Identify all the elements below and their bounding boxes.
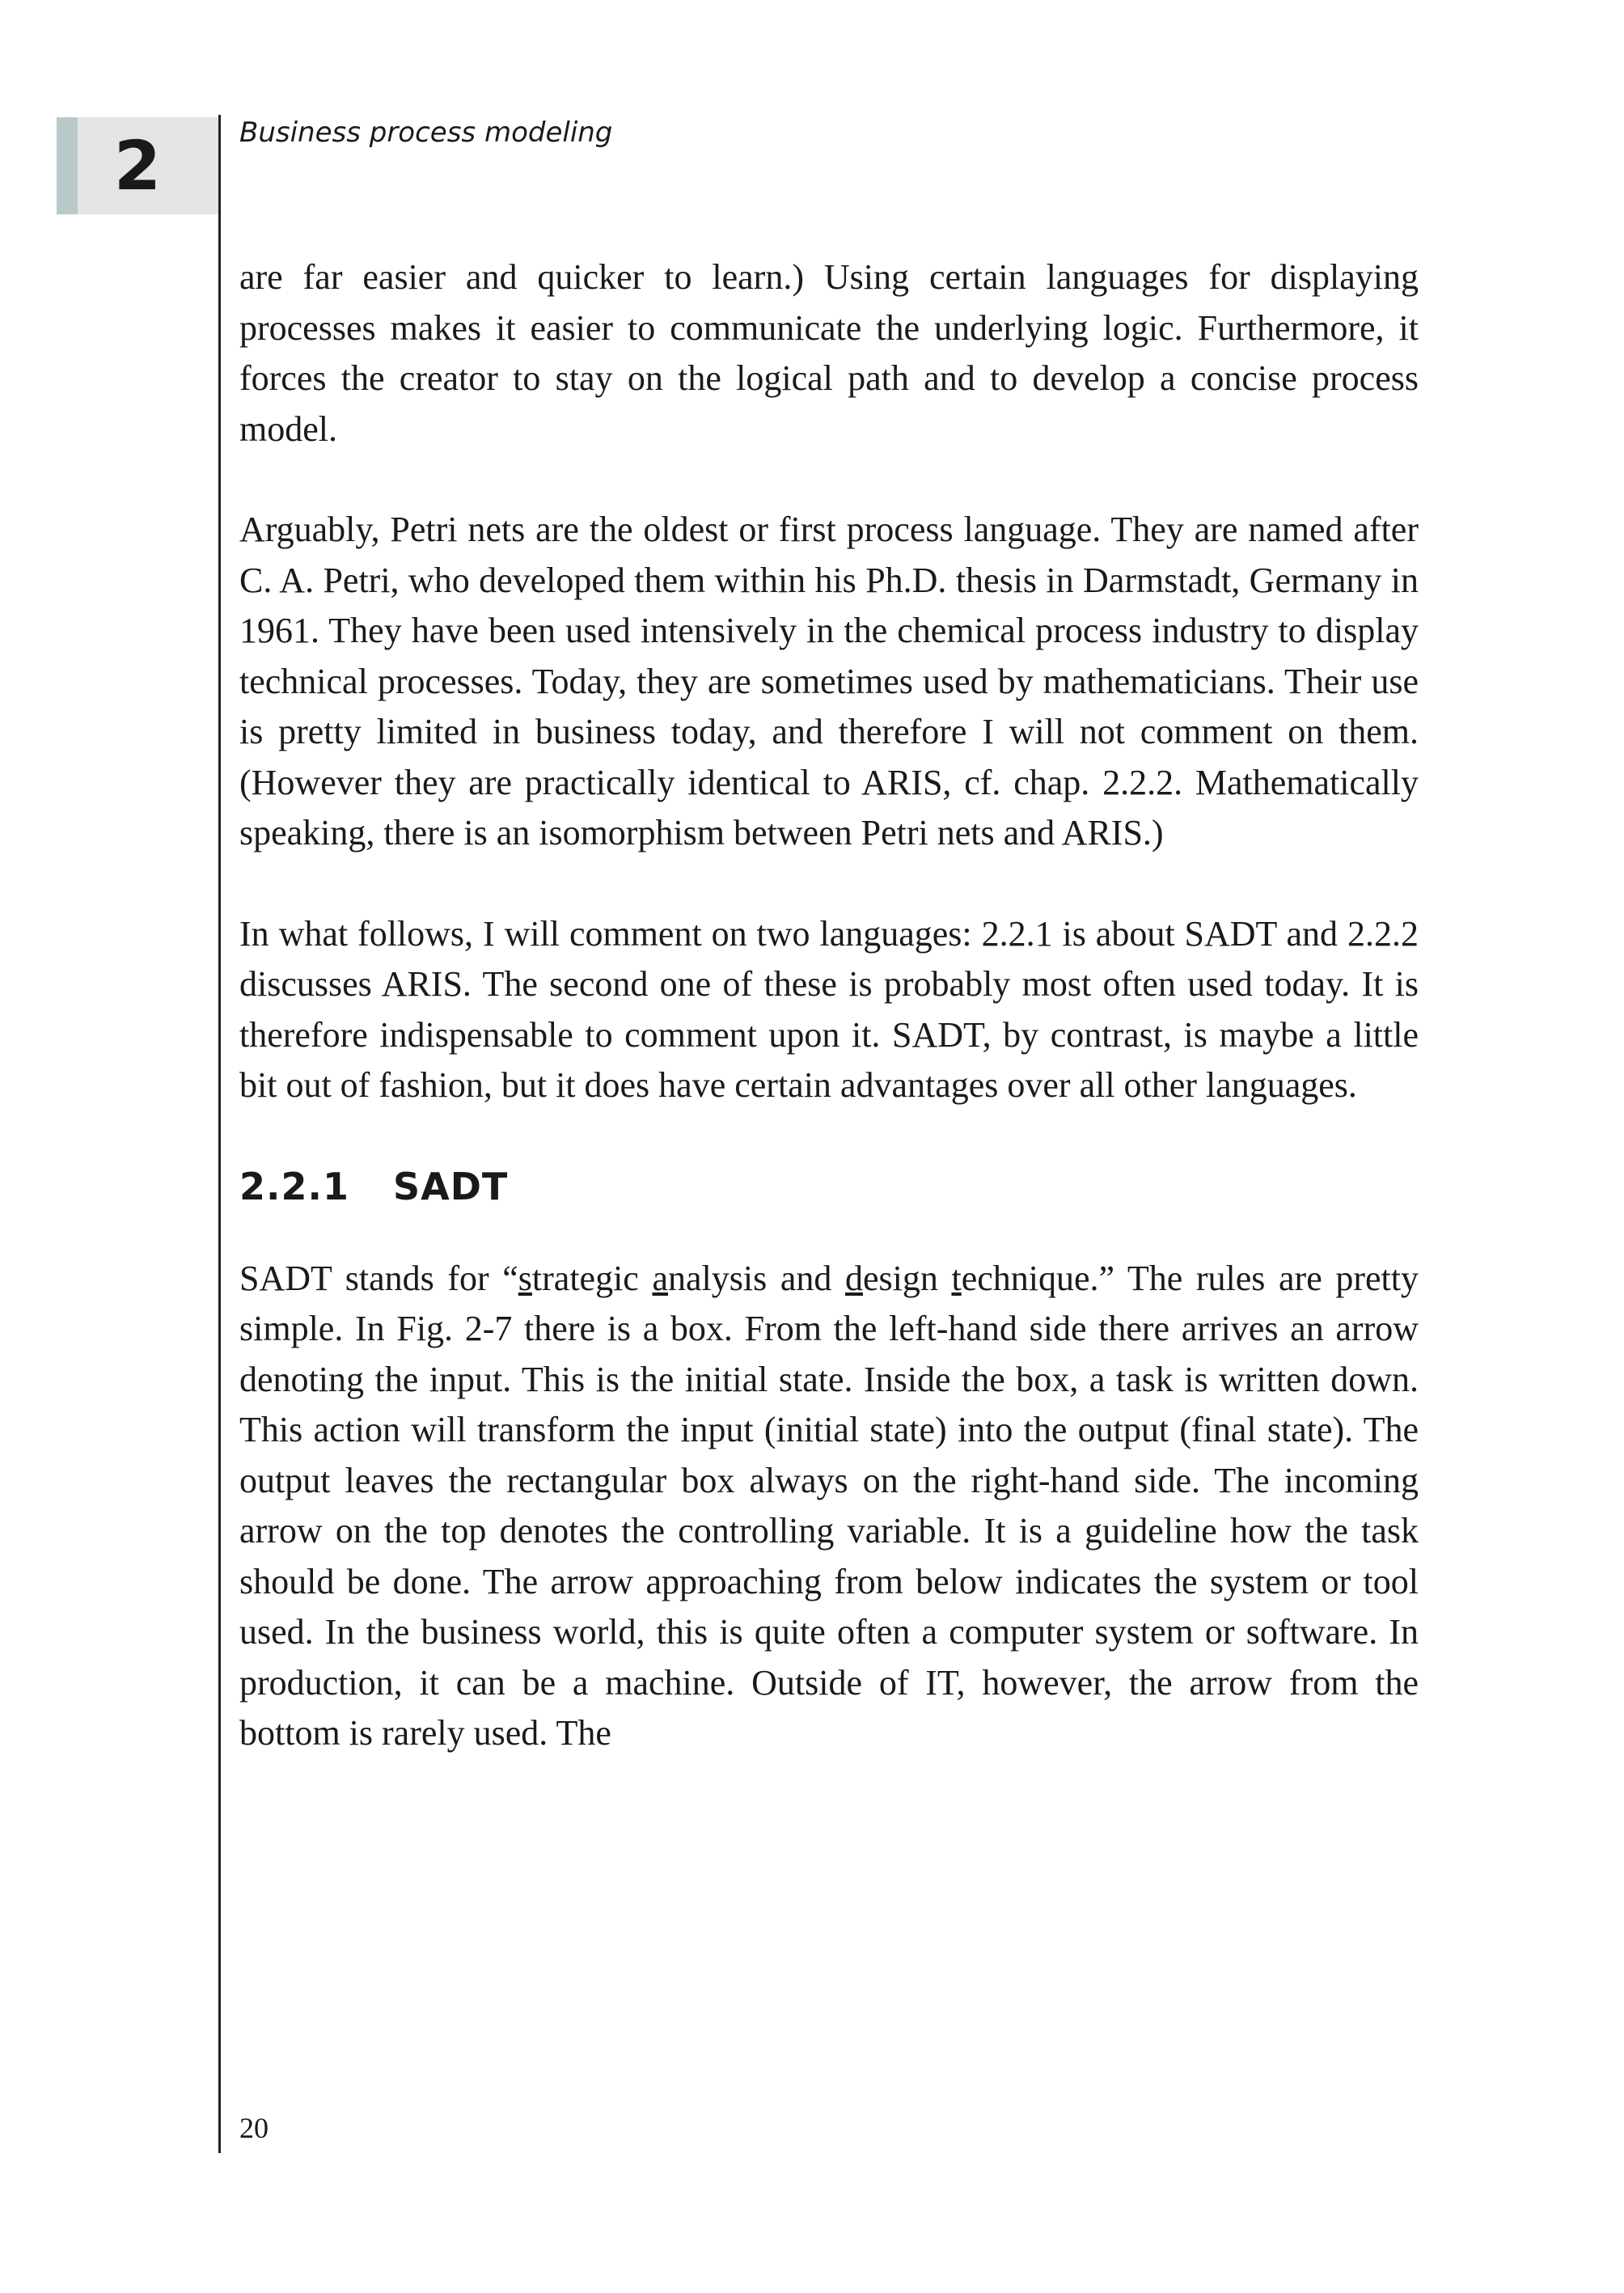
section-title: SADT <box>393 1164 509 1208</box>
underlined-initial-d: d <box>844 1258 863 1298</box>
chapter-number: 2 <box>113 126 162 205</box>
paragraph-3: In what follows, I will comment on two languages: 2.2.1 is about SADT and 2.2.2 discusses ARIS. The second one of these is probably most often used today. It is therefore indispensable to comment upon it. SADT, by contrast, is maybe a little bit out of fashion, but it does have certain advantages over all other languages. <box>239 913 1419 1105</box>
underlined-initial-t: t <box>951 1258 962 1298</box>
underlined-initial-s: s <box>518 1258 532 1298</box>
section-number: 2.2.1 <box>239 1164 349 1208</box>
margin-rule <box>218 115 221 2153</box>
running-title: Business process modeling <box>239 116 613 149</box>
paragraph-1: are far easier and quicker to learn.) Using certain languages for displaying processes makes it easier to communicate the underlying logic. Furthermore, it forces the creator to stay on the logical path and to develop a concise process model. <box>239 257 1419 449</box>
paragraph-2: Arguably, Petri nets are the oldest or first process language. They are named after C. A. Petri, who developed them within his Ph.D. thesis in Darmstadt, Germany in 1961. They have been used intensively in the chemical process industry to display technical processes. Today, they are sometimes used by mathematicians. Their use is pretty limited in business today, and therefore I will not comment on them. (However they are practically identical to ARIS, cf. chap. 2.2.2. Mathematically speaking, there is an isomorphism between Petri nets and ARIS.) <box>239 510 1419 852</box>
section-heading <box>239 1161 1419 1212</box>
page-number: 20 <box>239 2112 269 2144</box>
underlined-initial-a: a <box>652 1258 668 1298</box>
body-text <box>239 252 1419 1809</box>
paragraph-sadt: SADT stands for “strategic analysis and design technique.” The rules are pretty simple. In Fig. 2-7 there is a box. From the left-hand side there arrives an arrow denoting the input. This is the initial state. Inside the box, a task is written down. This action will transform the input (initial state) into the output (final state). The output leaves the rectangular box always on the right-hand side. The incoming arrow on the top denotes the controlling variable. It is a guideline how the task should be done. The arrow approaching from below indicates the system or tool used. In the business world, this is quite often a computer system or software. In production, it can be a machine. Outside of IT, however, the arrow from the bottom is rarely used. The <box>239 1258 1419 1753</box>
